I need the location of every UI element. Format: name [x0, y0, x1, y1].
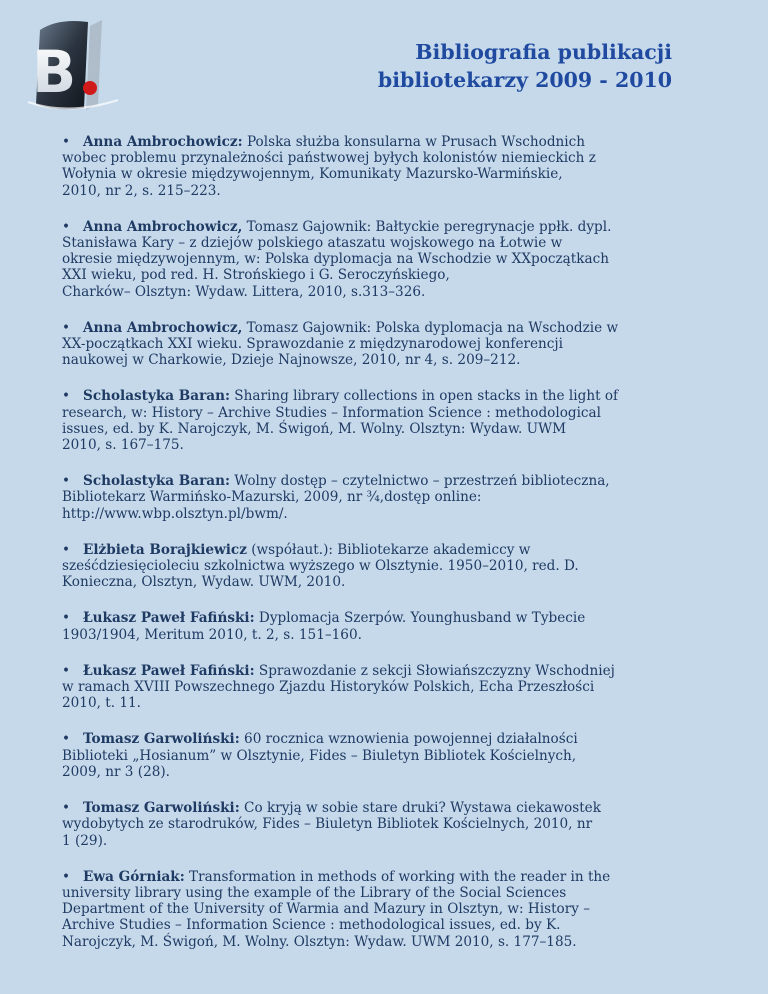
- bibliography-entry: [62, 134, 684, 199]
- entry-author: Tomasz Garwoliński:: [83, 800, 240, 817]
- entry-line: [20, 320, 684, 336]
- entry-line: issues, ed. by K. Narojczyk, M. Świgoń, M. Wolny. Olsztyn: Wydaw. UWM: [62, 420, 566, 437]
- logo: [18, 12, 128, 122]
- bullet-icon: •: [62, 541, 71, 558]
- entry-author: Łukasz Paweł Fafiński:: [83, 662, 255, 679]
- entry-line: naukowej w Charkowie, Dzieje Najnowsze, 2010, nr 4, s. 209–212.: [62, 352, 521, 369]
- entry-author: Scholastyka Baran:: [83, 388, 230, 405]
- entry-line: university library using the example of the Library of the Social Sciences: [62, 884, 567, 901]
- entry-line: 1903/1904, Meritum 2010, t. 2, s. 151–160.: [62, 626, 362, 643]
- entry-author: Łukasz Paweł Fafiński:: [83, 610, 255, 627]
- bullet-icon: •: [62, 218, 71, 235]
- bullet-icon: •: [62, 731, 71, 748]
- entry-line: XX-początkach XXI wieku. Sprawozdanie z międzynarodowej konferencji: [62, 336, 563, 353]
- entry-line: okresie międzywojennym, w: Polska dyplomacja na Wschodzie w XXpoczątkach: [62, 251, 609, 268]
- entry-line: wydobytych ze starodruków, Fides – Biuletyn Bibliotek Kościelnych, 2010, nr: [62, 816, 593, 833]
- entry-line: [20, 869, 684, 885]
- entry-line: [20, 388, 684, 404]
- entry-line: sześćdziesięcioleciu szkolnictwa wyższego w Olsztynie. 1950–2010, red. D.: [62, 558, 579, 575]
- entry-line: [20, 731, 684, 747]
- entry-line: Stanisława Kary – z dziejów polskiego ataszatu wojskowego na Łotwie w: [62, 235, 563, 252]
- entry-text: Co kryją w sobie stare druki? Wystawa ciekawostek: [239, 800, 601, 817]
- entry-line: [20, 542, 684, 558]
- entry-line: Bibliotekarz Warmińsko-Mazurski, 2009, nr ¾,dostęp online:: [62, 489, 482, 506]
- entry-line: Department of the University of Warmia and Mazury in Olsztyn, w: History –: [62, 901, 591, 918]
- bibliography-entry: [62, 473, 684, 522]
- title-line-2: bibliotekarzy 2009 - 2010: [377, 68, 672, 92]
- entry-author: Ewa Górniak:: [83, 868, 185, 885]
- entry-line: 2010, nr 2, s. 215–223.: [62, 182, 221, 199]
- svg-text:B: B: [32, 38, 77, 106]
- entry-line: 2010, s. 167–175.: [62, 437, 184, 454]
- entry-line: http://www.wbp.olsztyn.pl/bwm/.: [62, 505, 288, 522]
- bibliography-entry: [62, 219, 684, 300]
- entry-line: XXI wieku, pod red. H. Strońskiego i G. Seroczyńskiego,: [62, 267, 450, 284]
- entry-text: (współaut.): Bibliotekarze akademiccy w: [246, 541, 531, 558]
- entry-line: Konieczna, Olsztyn, Wydaw. UWM, 2010.: [62, 574, 346, 591]
- entry-author: Anna Ambrochowicz,: [83, 218, 243, 235]
- entry-line: [20, 219, 684, 235]
- bullet-icon: •: [62, 388, 71, 405]
- entry-text: Transformation in methods of working with the reader in the: [184, 868, 611, 885]
- entry-line: w ramach XVIII Powszechnego Zjazdu Historyków Polskich, Echa Przeszłości: [62, 679, 595, 696]
- bibliography-list: [62, 134, 684, 970]
- entry-text: Tomasz Gajownik: Polska dyplomacja na Wschodzie w: [242, 319, 619, 336]
- entry-line: 2010, t. 11.: [62, 695, 141, 712]
- entry-text: 60 rocznica wznowienia powojennej działalności: [239, 731, 578, 748]
- entry-text: Polska służba konsularna w Prusach Wschodnich: [242, 134, 585, 150]
- entry-line: research, w: History – Archive Studies – Information Science : methodological: [62, 404, 601, 421]
- entry-line: Narojczyk, M. Świgoń, M. Wolny. Olsztyn: Wydaw. UWM 2010, s. 177–185.: [62, 933, 577, 950]
- bullet-icon: •: [62, 319, 71, 336]
- entry-line: [20, 134, 684, 150]
- entry-text: Sprawozdanie z sekcji Słowiańszczyzny Wschodniej: [254, 662, 615, 679]
- entry-line: Wołynia w okresie międzywojennym, Komunikaty Mazursko-Warmińskie,: [62, 166, 563, 183]
- page-title: [378, 38, 672, 94]
- entry-author: Anna Ambrochowicz,: [83, 319, 243, 336]
- bibliography-entry: [62, 731, 684, 780]
- bibliography-entry: [62, 320, 684, 369]
- entry-author: Elżbieta Borajkiewicz: [83, 541, 247, 558]
- entry-text: Dyplomacja Szerpów. Younghusband w Tybecie: [254, 610, 586, 627]
- bibliography-entry: [62, 800, 684, 849]
- bullet-icon: •: [62, 473, 71, 490]
- entry-line: [20, 473, 684, 489]
- entry-author: Scholastyka Baran:: [83, 473, 230, 490]
- entry-text: Tomasz Gajownik: Bałtyckie peregrynacje ppłk. dypl.: [242, 218, 612, 235]
- bullet-icon: •: [62, 662, 71, 679]
- bibliography-entry: [62, 869, 684, 950]
- entry-line: 2009, nr 3 (28).: [62, 763, 171, 780]
- entry-line: Biblioteki „Hosianum” w Olsztynie, Fides – Biuletyn Bibliotek Kościelnych,: [62, 747, 577, 764]
- entry-line: [20, 800, 684, 816]
- bibliography-entry: [62, 610, 684, 642]
- entry-line: [20, 663, 684, 679]
- title-line-1: Bibliografia publikacji: [415, 40, 672, 64]
- bibliography-entry: [62, 388, 684, 453]
- entry-line: [20, 610, 684, 626]
- bullet-icon: •: [62, 800, 71, 817]
- entry-line: Charków– Olsztyn: Wydaw. Littera, 2010, s.313–326.: [62, 283, 426, 300]
- entry-text: Wolny dostęp – czytelnictwo – przestrzeń biblioteczna,: [229, 473, 610, 490]
- bullet-icon: •: [62, 610, 71, 627]
- entry-author: Tomasz Garwoliński:: [83, 731, 240, 748]
- entry-text: Sharing library collections in open stacks in the light of: [229, 388, 619, 405]
- bibliography-entry: [62, 663, 684, 712]
- bullet-icon: •: [62, 868, 71, 885]
- entry-line: Archive Studies – Information Science : methodological issues, ed. by K.: [62, 917, 561, 934]
- entry-line: 1 (29).: [62, 832, 108, 849]
- entry-author: Anna Ambrochowicz:: [83, 134, 243, 150]
- entry-line: wobec problemu przynależności państwowej byłych kolonistów niemieckich z: [62, 150, 596, 167]
- bibliography-entry: [62, 542, 684, 591]
- bullet-icon: •: [62, 134, 71, 150]
